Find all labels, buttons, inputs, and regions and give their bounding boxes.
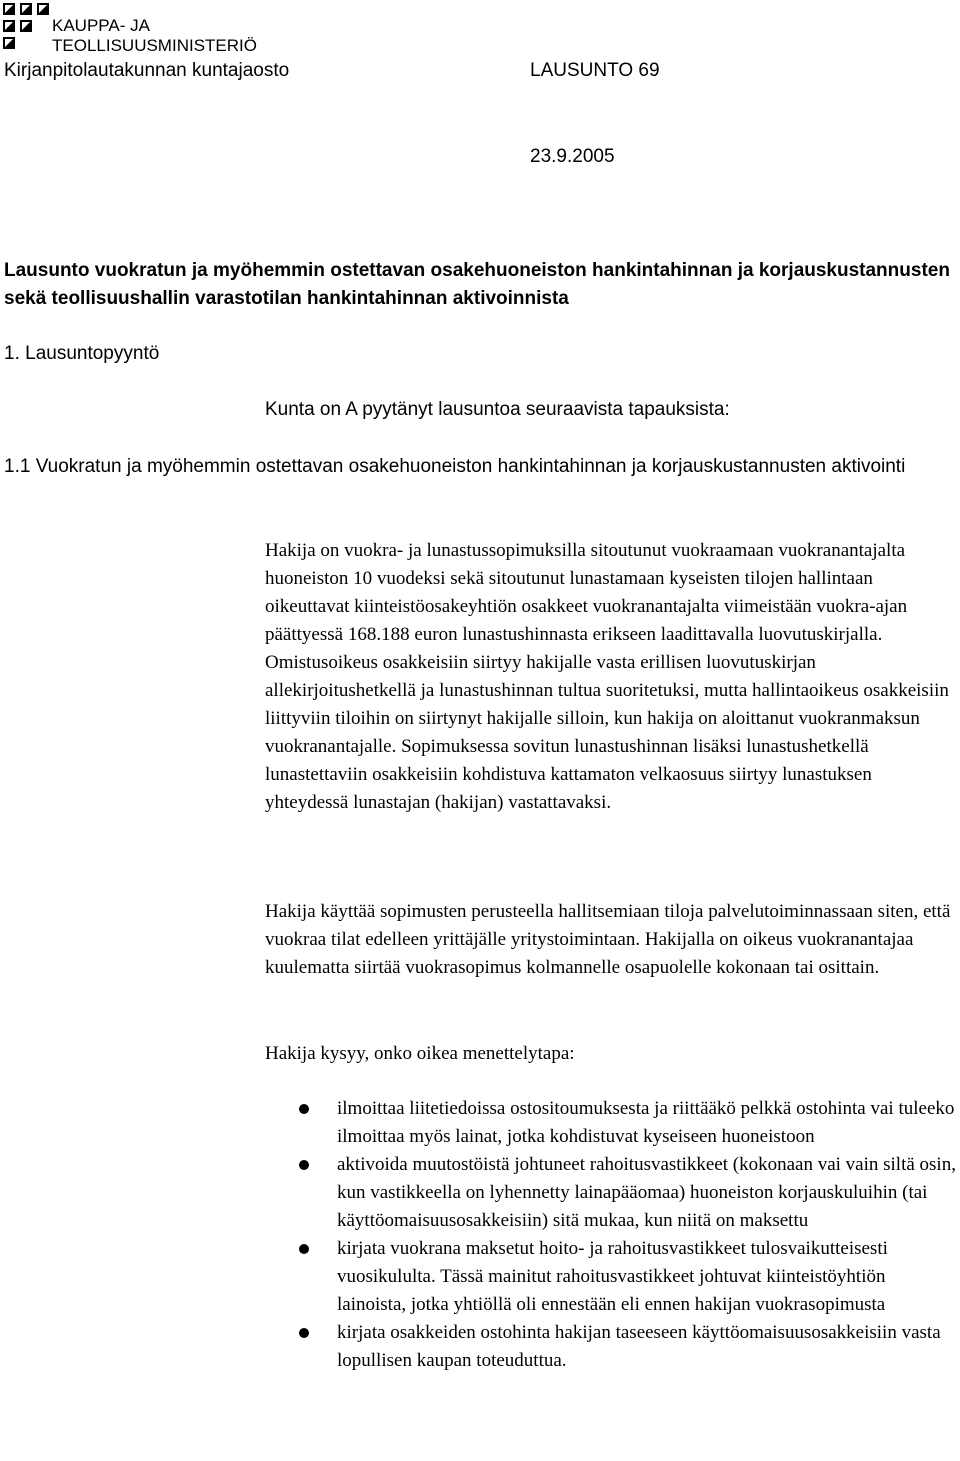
question-list <box>265 1095 957 1375</box>
ministry-name-line2: TEOLLISUUSMINISTERIÖ <box>52 36 257 55</box>
ministry-name-line1: KAUPPA- JA <box>52 16 150 35</box>
list-item-text: ilmoittaa liitetiedoissa ostositoumuksesta ja riittääkö pelkkä ostohinta vai tuleeko ilmoittaa myös lainat, jotka kohdistuvat kyseiseen huoneistoon <box>337 1098 955 1147</box>
section-heading-1: 1. Lausuntopyyntö <box>4 343 160 364</box>
list-item-text: kirjata osakkeiden ostohinta hakijan taseeseen käyttöomaisuusosakkeisiin vasta lopullisen kaupan toteuduttua. <box>337 1322 941 1371</box>
list-item-text: kirjata vuokrana maksetut hoito- ja rahoitusvastikkeet tulosvaikutteisesti vuosikululta. Tässä mainitut rahoitusvastikkeet johtuvat kiinteistöyhtiön lainoista, jotka yhtiöllä oli ennestään eli ennen hakijan vuokrasopimusta <box>337 1238 888 1315</box>
ministry-name <box>52 16 257 56</box>
list-item <box>265 1319 957 1375</box>
statement-number: LAUSUNTO 69 <box>530 60 660 81</box>
list-item <box>265 1095 957 1151</box>
list-item <box>265 1235 957 1319</box>
document-title: Lausunto vuokratun ja myöhemmin ostettavan osakehuoneiston hankintahinnan ja korjauskustannusten sekä teollisuushallin varastotilan hankintahinnan aktivoinnista <box>4 260 950 309</box>
organization-name: Kirjanpitolautakunnan kuntajaosto <box>4 60 290 81</box>
paragraph-1: Hakija on vuokra- ja lunastussopimuksilla sitoutunut vuokraamaan vuokranantajalta huoneiston 10 vuodeksi sekä sitoutunut lunastamaan kyseisten tilojen hallintaan oikeuttavat kiinteistöosakeyhtiön osakkeet vuokranantajalta viimeistään vuokra-ajan päättyessä 168.188 euron lunastushinnasta erikseen laadittavalla luovutuskirjalla. Omistusoikeus osakkeisiin siirtyy hakijalle vasta erillisen luovutuskirjan allekirjoitushetkellä ja lunastushinnan tultua suoritetuksi, mutta hallintaoikeus osakkeisiin liittyviin tiloihin on siirtynyt hakijalle silloin, kun hakija on aloittanut vuokranmaksun vuokranantajalle. Sopimuksessa sovitun lunastushinnan lisäksi lunastushetkellä lunastettaviin osakkeisiin kohdistuva kattamaton velkaosuus siirtyy lunastuksen yhteydessä lunastajan (hakijan) vastattavaksi. <box>265 540 949 813</box>
bullet-icon <box>299 1160 309 1170</box>
request-text: Kunta on A pyytänyt lausuntoa seuraavista tapauksista: <box>265 399 730 420</box>
bullet-icon <box>299 1244 309 1254</box>
paragraph-3: Hakija kysyy, onko oikea menettelytapa: <box>265 1043 575 1064</box>
list-item-text: aktivoida muutostöistä johtuneet rahoitusvastikkeet (kokonaan vai vain siltä osin, kun vastikkeella on lyhennetty lainapääomaa) huoneiston korjauskuluihin (tai käyttöomaisuusosakkeisiin) sitä mukaa, kun niitä on maksettu <box>337 1154 956 1231</box>
bullet-icon <box>299 1104 309 1114</box>
ministry-logo-icon <box>2 2 52 54</box>
section-heading-1-1: 1.1 Vuokratun ja myöhemmin ostettavan osakehuoneiston hankintahinnan ja korjauskustannusten aktivointi <box>4 456 906 477</box>
statement-date: 23.9.2005 <box>530 146 615 167</box>
list-item <box>265 1151 957 1235</box>
bullet-icon <box>299 1328 309 1338</box>
paragraph-2: Hakija käyttää sopimusten perusteella hallitsemiaan tiloja palvelutoiminnassaan siten, että vuokraa tilat edelleen yrittäjälle yritystoimintaan. Hakijalla on oikeus vuokranantajaa kuulematta siirtää vuokrasopimus kolmannelle osapuolelle kokonaan tai osittain. <box>265 901 951 978</box>
